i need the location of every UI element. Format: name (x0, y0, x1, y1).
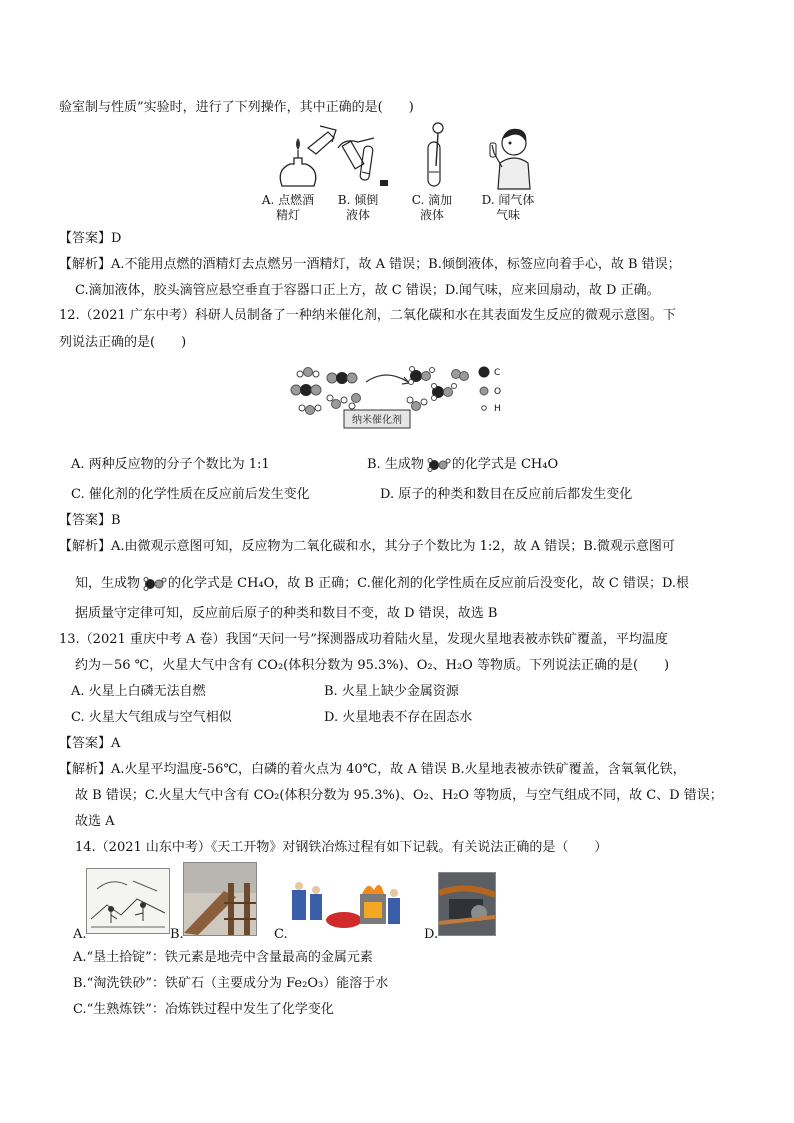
tiangong-image-d (438, 872, 496, 936)
q11-analysis-line2: C.滴加液体，胶头滴管应悬空垂直于容器口正上方，故 C 错误；D.闻气味，应来回扇动，故 D 正确。 (75, 283, 660, 298)
legend-label-o: O (494, 387, 502, 397)
q13-option-a: A. 火星上白磷无法自燃 (71, 684, 206, 699)
q13-option-d: D. 火星地表不存在固态水 (324, 710, 473, 725)
q14-option-a: A.“垦土拾锭”：铁元素是地壳中含量最高的金属元素 (73, 950, 373, 965)
q12-option-a: A. 两种反应物的分子个数比为 1:1 (71, 457, 270, 472)
q13-stem-line2: 约为－56 ℃，火星大气中含有 CO₂(体积分数为 95.3%)、O₂、H₂O 等物质。下列说法正确的是( ) (75, 658, 670, 673)
q13-option-c: C. 火星大气组成与空气相似 (71, 710, 232, 725)
tiangong-image-c (288, 880, 404, 936)
q11-answer: 【答案】D (59, 231, 122, 246)
tiangong-image-b (183, 862, 257, 936)
product-molecule-icon (425, 458, 451, 472)
reaction-diagram (286, 360, 526, 432)
drip-liquid-illustration (420, 122, 450, 188)
pour-liquid-illustration (334, 128, 394, 190)
q14-image-label-b: B. (170, 927, 184, 942)
q13-analysis-line1: 【解析】A.火星平均温度-56℃，白磷的着火点为 40℃，故 A 错误 B.火星地表被赤铁矿覆盖，含氧氧化铁， (59, 762, 686, 777)
q12-answer: 【答案】B (59, 513, 121, 528)
q12-option-d: D. 原子的种类和数目在反应前后都发生变化 (380, 487, 633, 502)
q12-analysis-line3: 据质量守定律可知，反应前后原子的种类和数目不变，故 D 错误，故选 B (75, 606, 498, 621)
q14-option-c: C.“生熟炼铁”：冶炼铁过程中发生了化学变化 (73, 1002, 334, 1017)
alcohol-lamp-illustration (268, 124, 338, 192)
catalyst-label: 纳米催化剂 (352, 415, 402, 426)
tiangong-image-a (86, 868, 170, 934)
q12-stem-line2: 列说法正确的是( ) (59, 335, 187, 350)
option-label-d: D. 闻气体 气味 (481, 193, 535, 222)
option-label-c: C. 滴加 液体 (411, 193, 453, 222)
q11-stem: 验室制与性质”实验时，进行了下列操作，其中正确的是( ) (59, 100, 414, 115)
q13-stem-line1: 13.（2021 重庆中考 A 卷）我国“天问一号”探测器成功着陆火星，发现火星地表被赤铁矿覆盖，平均温度 (59, 632, 668, 647)
reactant-co2 (291, 384, 321, 396)
smell-gas-illustration (488, 123, 536, 191)
legend-label-h: H (494, 404, 501, 414)
q11-analysis-line1: 【解析】A.不能用点燃的酒精灯去点燃另一酒精灯，故 A 错误；B.倾倒液体，标签应向着手心，故 B 错误； (59, 257, 681, 272)
q13-answer: 【答案】A (59, 736, 121, 751)
q14-stem: 14.（2021 山东中考）《天工开物》对钢铁冶炼过程有如下记载。有关说法正确的是（ ） (75, 840, 608, 855)
q14-image-label-d: D. (424, 927, 439, 942)
q12-option-c: C. 催化剂的化学性质在反应前后发生变化 (71, 487, 310, 502)
q13-analysis-line2: 故 B 错误；C.火星大气中含有 CO₂(体积分数为 95.3%)、O₂、H₂O 等物质，与空气组成不同，故 C、D 错误； (75, 788, 723, 803)
option-label-a: A. 点燃酒 精灯 (261, 193, 315, 222)
q12-analysis-line1: 【解析】A.由微观示意图可知，反应物为二氧化碳和水，其分子个数比为 1:2，故 A 错误；B.微观示意图可 (59, 539, 675, 554)
q13-analysis-line3: 故选 A (75, 814, 115, 829)
option-label-b: B. 倾倒 液体 (337, 193, 379, 222)
q12-option-b: B. 生成物 的化学式是 CH₄O (367, 457, 559, 472)
product-molecule-icon (141, 577, 167, 591)
q14-image-label-c: C. (274, 927, 288, 942)
q12-analysis-line2: 知，生成物 的化学式是 CH₄O，故 B 正确；C.催化剂的化学性质在反应前后没变化，故 C 错误；D.根 (75, 576, 690, 591)
q14-option-b: B.“淘洗铁砂”：铁矿石（主要成分为 Fe₂O₃）能溶于水 (73, 976, 389, 991)
q12-stem-line1: 12.（2021 广东中考）科研人员制备了一种纳米催化剂，二氧化碳和水在其表面发生反应的微观示意图。下 (59, 308, 676, 323)
q14-image-label-a: A. (73, 927, 87, 942)
legend-label-c: C (494, 368, 501, 378)
q13-option-b: B. 火星上缺少金属资源 (324, 684, 459, 699)
